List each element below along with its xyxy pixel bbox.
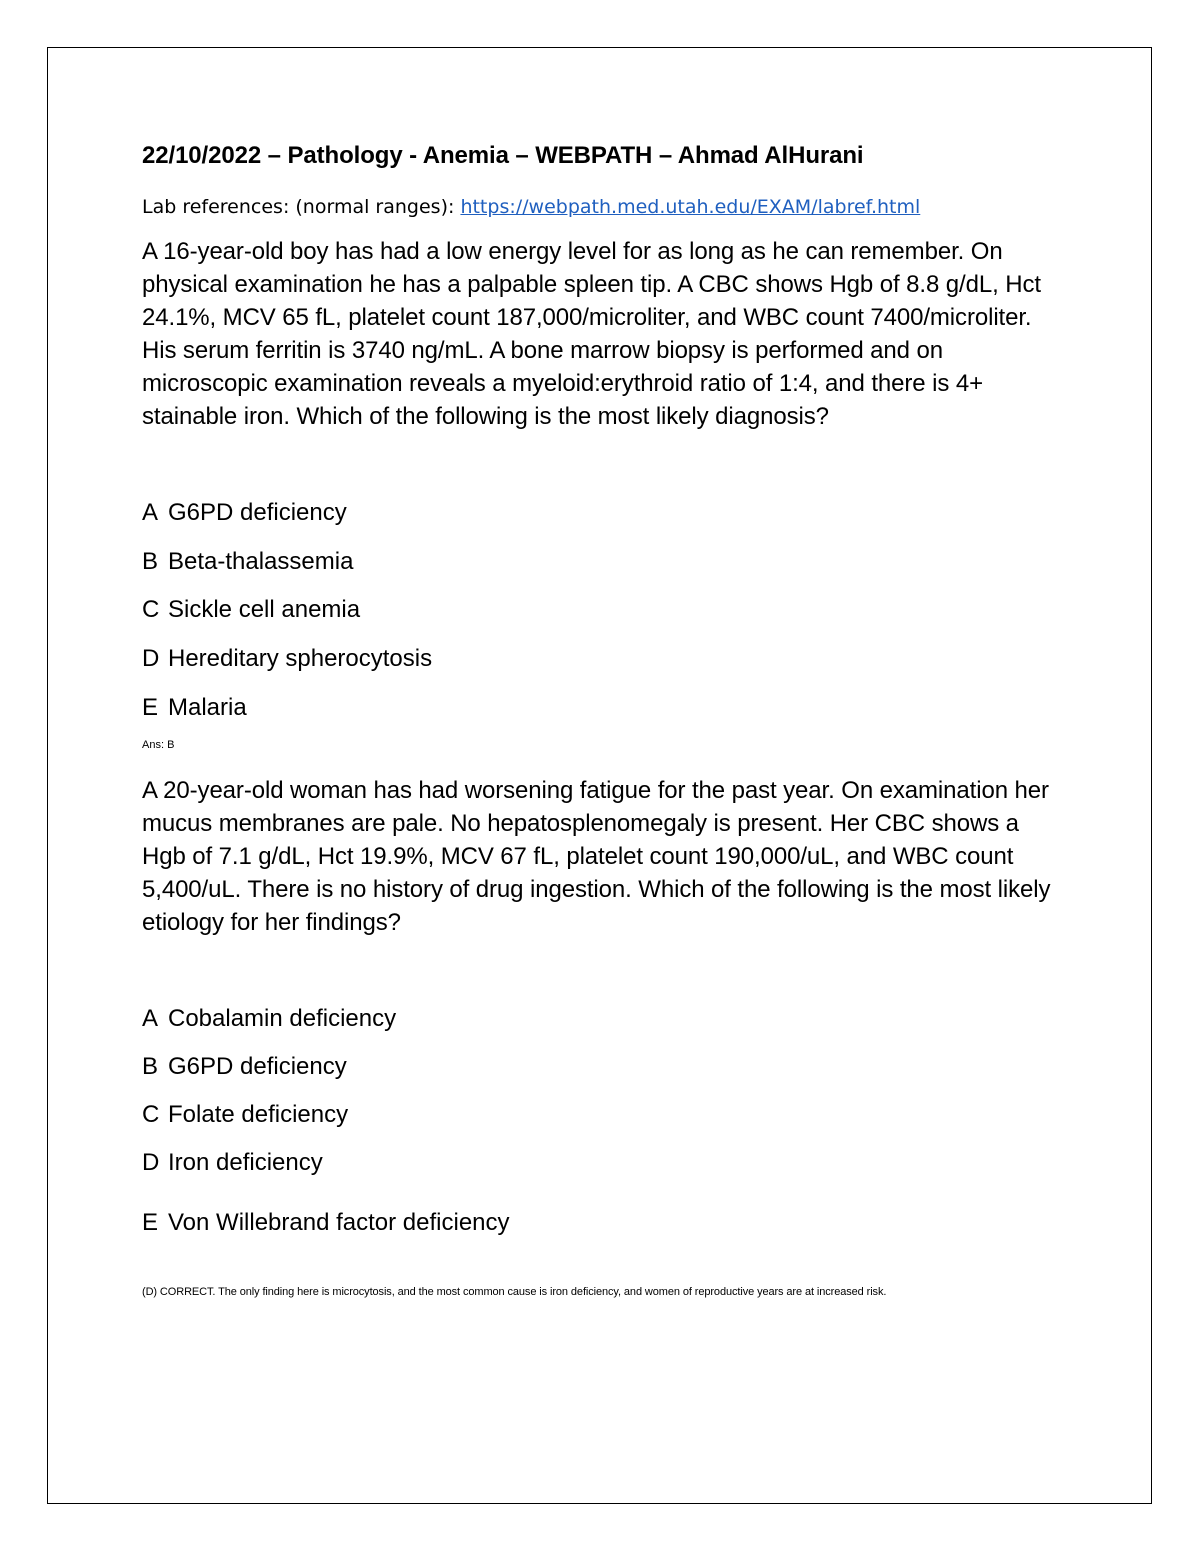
question-2-choices — [142, 1003, 1062, 1255]
choice-letter: D — [142, 1149, 160, 1177]
choice-text: Von Willebrand factor deficiency — [168, 1209, 510, 1237]
choice-text: G6PD deficiency — [168, 499, 347, 526]
choice-letter: B — [142, 547, 159, 575]
question-2-choice-a — [142, 1003, 1062, 1051]
choice-text: Cobalamin deficiency — [168, 1005, 397, 1033]
question-1-choices — [142, 497, 1062, 740]
question-2-choice-e — [142, 1207, 1062, 1255]
question-1-choice-a — [142, 497, 1062, 546]
choice-text: Iron deficiency — [168, 1149, 323, 1177]
lab-reference-link[interactable]: https://webpath.med.utah.edu/EXAM/labref.html — [460, 196, 921, 218]
question-1-stem: A 16-year-old boy has had a low energy level for as long as he can remember. On physical examination he has a palpable spleen tip. A CBC shows Hgb of 8.8 g/dL, Hct 24.1%, MCV 65 fL, platelet count 187,000/microliter, and WBC count 7400/microliter. His serum ferritin is 3740 ng/mL. A bone marrow biopsy is performed and on microscopic examination reveals a myeloid:erythroid ratio of 1:4, and there is 4+ stainable iron. Which of the following is the most likely diagnosis? — [142, 238, 1041, 430]
question-1-choice-d — [142, 643, 1062, 692]
question-1-choice-e — [142, 692, 1062, 741]
choice-letter: C — [142, 1101, 160, 1129]
question-1-answer: Ans: B — [142, 739, 175, 752]
question-2-choice-d — [142, 1147, 1062, 1195]
choice-letter: D — [142, 645, 160, 673]
choice-letter: E — [142, 1209, 159, 1237]
question-2-stem: A 20-year-old woman has had worsening fatigue for the past year. On examination her mucus membranes are pale. No hepatosplenomegaly is present. Her CBC shows a Hgb of 7.1 g/dL, Hct 19.9%, MCV 67 fL, platelet count 190,000/uL, and WBC count 5,400/uL. There is no history of drug ingestion. Which of the following is the most likely etiology for her findings? — [142, 777, 1051, 937]
question-2-choice-b — [142, 1051, 1062, 1099]
choice-text: Sickle cell anemia — [168, 596, 361, 624]
question-2-explanation: (D) CORRECT. The only finding here is microcytosis, and the most common cause is iron deficiency, and women of reproductive years are at increased risk. — [142, 1286, 887, 1299]
choice-text: Malaria — [168, 693, 247, 721]
document-body — [142, 140, 1062, 1299]
question-2-choice-c — [142, 1099, 1062, 1147]
lab-reference-line — [142, 194, 1062, 220]
choice-text: Beta-thalassemia — [168, 547, 354, 575]
choice-text: Folate deficiency — [168, 1101, 349, 1129]
question-1-choice-b — [142, 546, 1062, 595]
question-1-choice-c — [142, 594, 1062, 643]
document-title: 22/10/2022 – Pathology - Anemia – WEBPATH – Ahmad AlHurani — [142, 142, 864, 169]
lab-reference-label: Lab references: (normal ranges): — [142, 196, 455, 218]
choice-letter: B — [142, 1053, 159, 1081]
choice-text: Hereditary spherocytosis — [168, 645, 433, 673]
choice-letter: A — [142, 499, 159, 526]
choice-text: G6PD deficiency — [168, 1053, 347, 1081]
choice-letter: A — [142, 1005, 159, 1033]
choice-letter: C — [142, 596, 160, 624]
choice-letter: E — [142, 693, 159, 721]
